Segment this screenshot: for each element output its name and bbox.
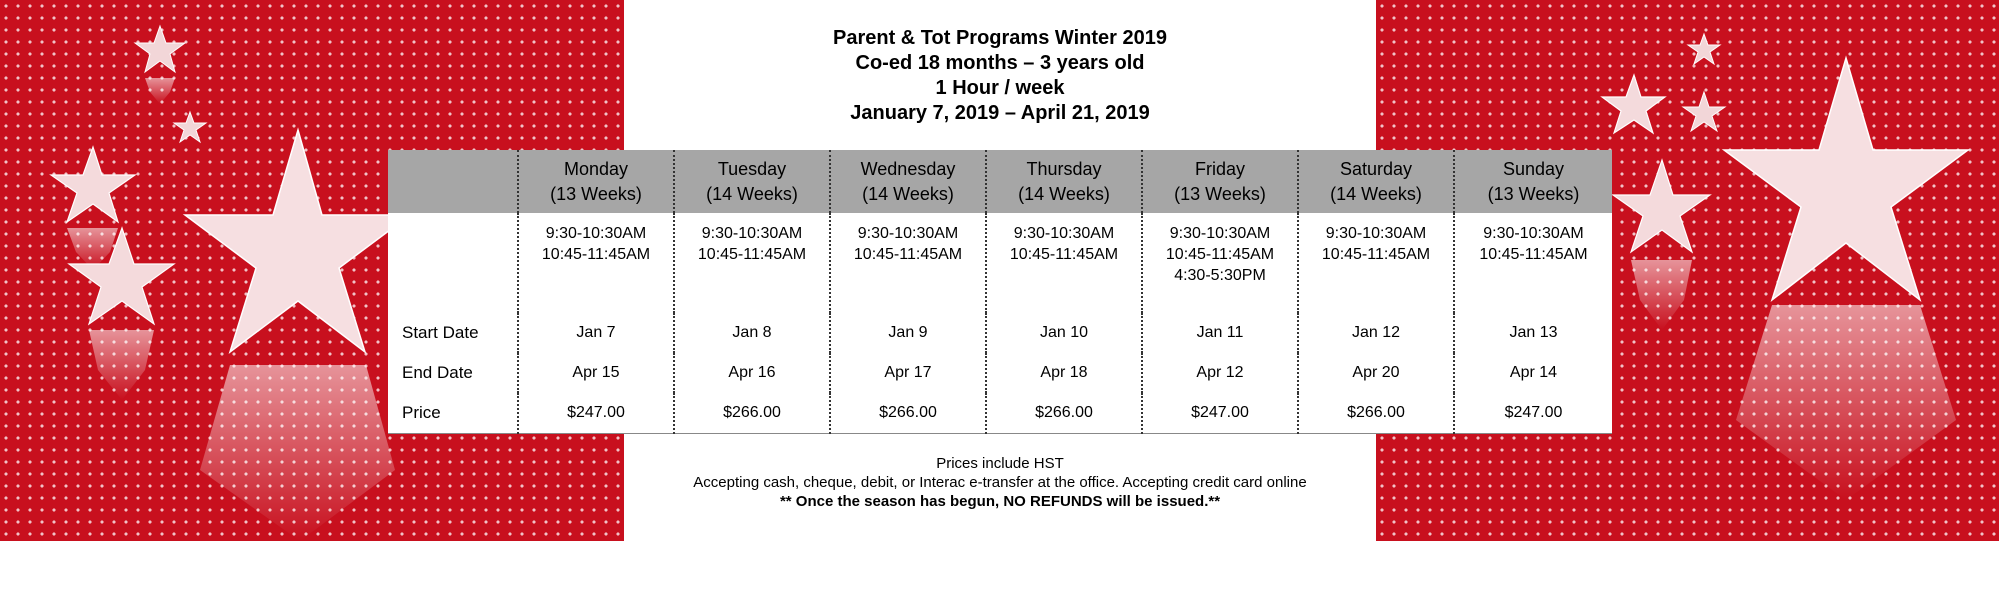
footer-notes [624,454,1376,511]
price-wednesday: $266.00 [830,393,986,434]
page-title: Parent & Tot Programs Winter 2019 [833,27,1167,49]
times-cell-sunday: 9:30-10:30AM 10:45-11:45AM [1454,213,1612,313]
start-date-monday: Jan 7 [518,313,674,353]
times-row [388,213,1612,313]
star-icon [1613,160,1710,252]
page-header [624,26,1376,126]
start-date-sunday: Jan 13 [1454,313,1612,353]
price-label: Price [388,393,518,434]
day-header-friday: Friday (13 Weeks) [1142,150,1298,213]
start-date-label: Start Date [402,323,479,342]
end-date-row [388,353,1612,393]
star-reflection-icon [1736,305,1956,500]
day-header-tuesday: Tuesday (14 Weeks) [674,150,830,213]
start-date-wednesday: Jan 9 [830,313,986,353]
star-icon [51,147,135,222]
end-date-saturday: Apr 20 [1298,353,1454,393]
star-icon [1683,92,1725,131]
end-date-monday: Apr 15 [518,353,674,393]
star-icon [1724,58,1968,300]
price-thursday: $266.00 [986,393,1142,434]
star-reflection-icon [89,330,154,400]
start-date-thursday: Jan 10 [986,313,1142,353]
star-icon [1688,34,1720,64]
star-reflection-icon [145,78,175,104]
start-date-tuesday: Jan 8 [674,313,830,353]
start-date-friday: Jan 11 [1142,313,1298,353]
start-date-saturday: Jan 12 [1298,313,1454,353]
day-header-monday: Monday (13 Weeks) [518,150,674,213]
times-cell-thursday: 9:30-10:30AM 10:45-11:45AM [986,213,1142,313]
session-frequency: 1 Hour / week [935,77,1065,99]
header-corner-cell [388,150,518,213]
day-header-sunday: Sunday (13 Weeks) [1454,150,1612,213]
times-cell-saturday: 9:30-10:30AM 10:45-11:45AM [1298,213,1454,313]
end-date-label: End Date [402,363,473,382]
price-tuesday: $266.00 [674,393,830,434]
season-dates: January 7, 2019 – April 21, 2019 [850,102,1150,124]
end-date-friday: Apr 12 [1142,353,1298,393]
star-icon [1602,75,1665,133]
schedule-table [388,150,1612,434]
times-label-cell [388,213,518,313]
day-header-saturday: Saturday (14 Weeks) [1298,150,1454,213]
price-saturday: $266.00 [1298,393,1454,434]
star-reflection-icon [200,365,395,541]
times-cell-friday: 9:30-10:30AM 10:45-11:45AM 4:30-5:30PM [1142,213,1298,313]
price-row [388,393,1612,434]
age-range: Co-ed 18 months – 3 years old [855,52,1145,74]
times-cell-monday: 9:30-10:30AM 10:45-11:45AM [518,213,674,313]
price-friday: $247.00 [1142,393,1298,434]
end-date-wednesday: Apr 17 [830,353,986,393]
price-sunday: $247.00 [1454,393,1612,434]
times-cell-wednesday: 9:30-10:30AM 10:45-11:45AM [830,213,986,313]
hst-note: Prices include HST [936,455,1064,472]
price-monday: $247.00 [518,393,674,434]
times-cell-tuesday: 9:30-10:30AM 10:45-11:45AM [674,213,830,313]
refund-note: ** Once the season has begun, NO REFUNDS will be issued.** [779,493,1221,510]
star-icon [135,26,185,72]
day-header-wednesday: Wednesday (14 Weeks) [830,150,986,213]
end-date-thursday: Apr 18 [986,353,1142,393]
star-icon [174,112,206,142]
day-header-thursday: Thursday (14 Weeks) [986,150,1142,213]
end-date-tuesday: Apr 16 [674,353,830,393]
star-icon [185,130,410,352]
star-reflection-icon [1631,260,1692,330]
start-date-row [388,313,1612,353]
table-header-row [388,150,1612,213]
payment-note: Accepting cash, cheque, debit, or Interac e-transfer at the office. Accepting credit card online [693,474,1307,491]
end-date-sunday: Apr 14 [1454,353,1612,393]
